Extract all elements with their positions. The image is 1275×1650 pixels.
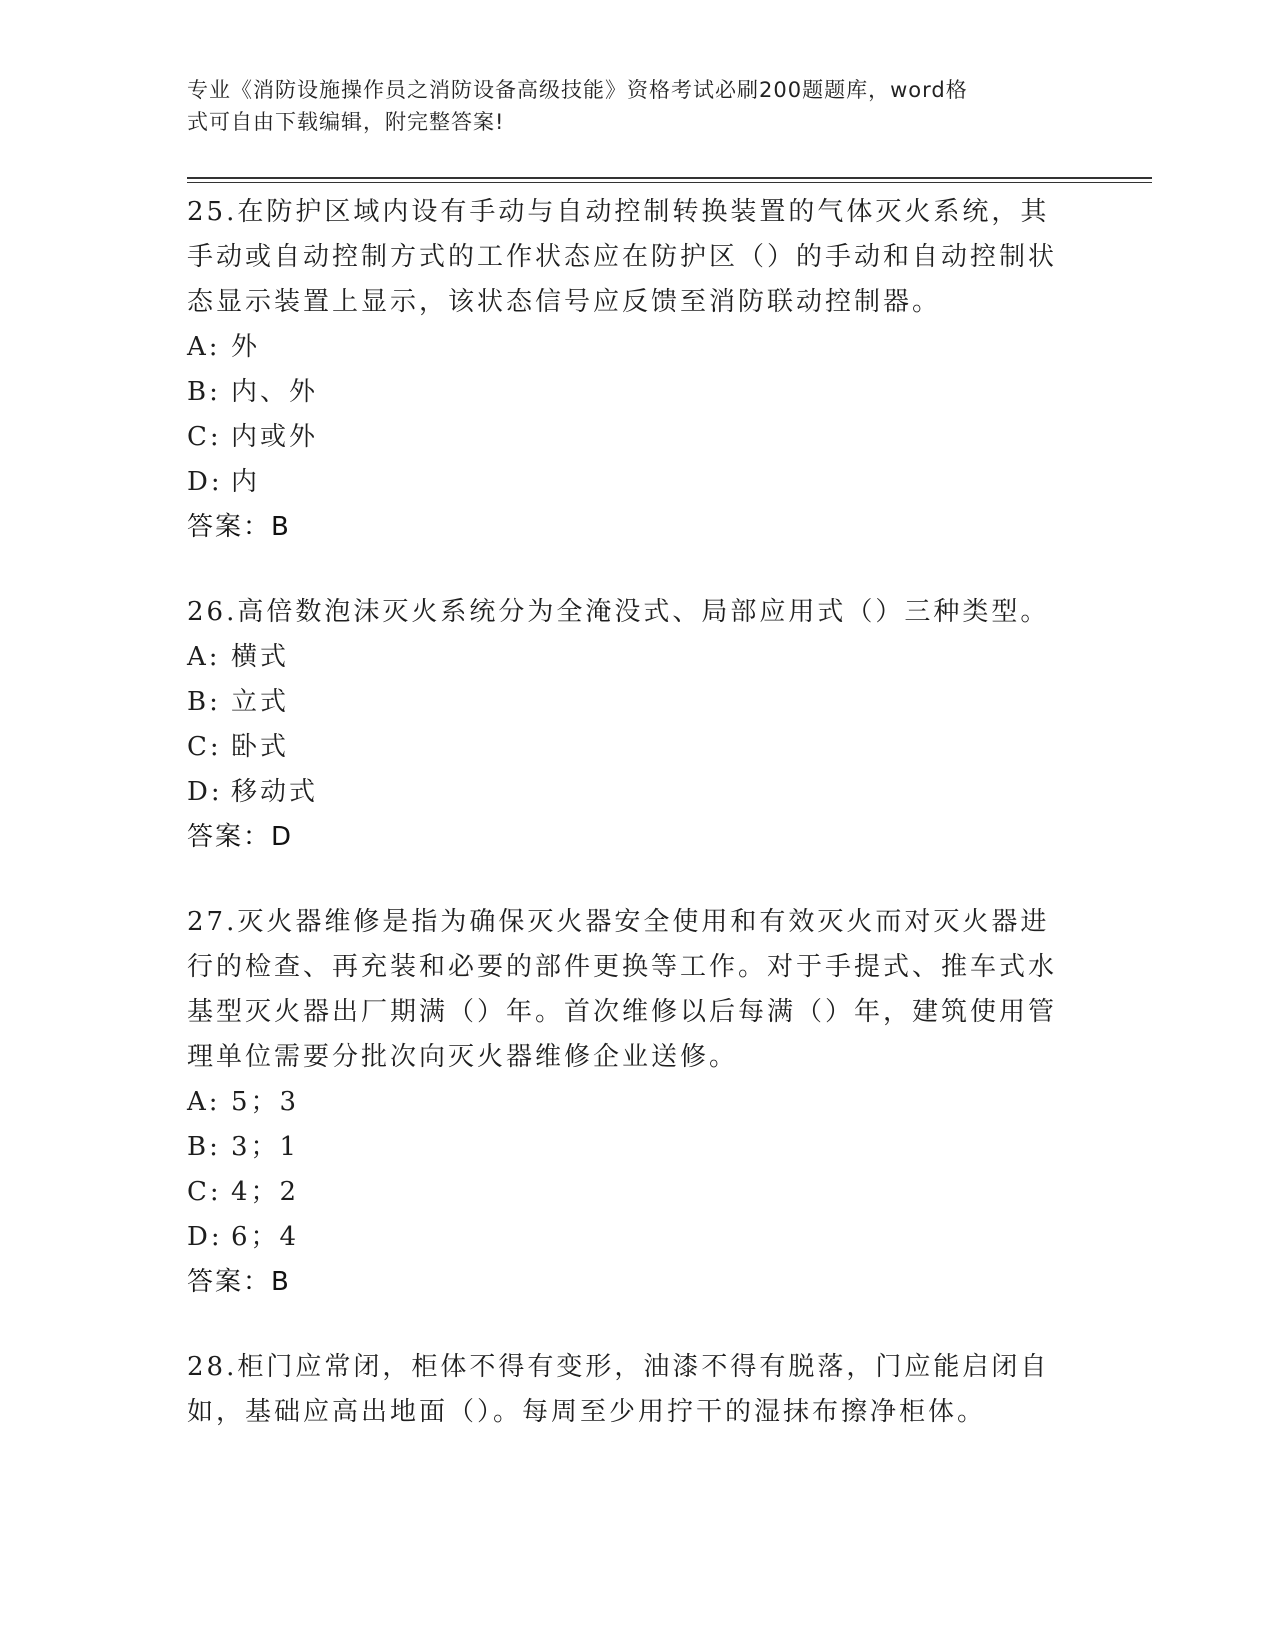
question-stem: 26.高倍数泡沫灭火系统分为全淹没式、局部应用式（）三种类型。	[187, 597, 1050, 627]
option-c	[187, 1170, 1087, 1215]
option-text: 4；2	[231, 1177, 300, 1207]
option-text: 5；3	[231, 1087, 300, 1117]
header-line-2: 式可自由下载编辑，附完整答案!	[187, 110, 505, 134]
option-text: 内	[231, 467, 261, 497]
option-text: 卧式	[231, 732, 290, 762]
question-26	[187, 590, 1087, 860]
option-letter: C:	[187, 732, 222, 762]
answer-line: 答案：B	[187, 512, 291, 542]
option-a	[187, 325, 1087, 370]
question-stem: 28.柜门应常闭，柜体不得有变形，油漆不得有脱落，门应能启闭自如，基础应高出地面（）。每周至少用拧干的湿抹布擦净柜体。	[187, 1352, 1050, 1427]
option-b	[187, 680, 1087, 725]
question-stem: 25.在防护区域内设有手动与自动控制转换装置的气体灭火系统，其手动或自动控制方式的工作状态应在防护区（）的手动和自动控制状态显示装置上显示，该状态信号应反馈至消防联动控制器。	[187, 197, 1058, 317]
option-text: 内、外	[231, 377, 319, 407]
option-letter: B:	[187, 377, 221, 407]
question-list	[187, 190, 1087, 1475]
option-text: 立式	[231, 687, 290, 717]
option-c	[187, 415, 1087, 460]
option-b	[187, 1125, 1087, 1170]
option-letter: D:	[187, 777, 223, 807]
option-text: 外	[231, 332, 261, 362]
option-text: 内或外	[231, 422, 319, 452]
option-text: 3；1	[231, 1132, 300, 1162]
option-text: 6；4	[231, 1222, 300, 1252]
header-divider-thin	[187, 182, 1152, 183]
option-d	[187, 1215, 1087, 1260]
option-letter: B:	[187, 687, 221, 717]
option-d	[187, 770, 1087, 815]
option-text: 移动式	[231, 777, 319, 807]
option-a	[187, 635, 1087, 680]
option-letter: A:	[187, 1087, 221, 1117]
option-d	[187, 460, 1087, 505]
option-b	[187, 370, 1087, 415]
header-line-1: 专业《消防设施操作员之消防设备高级技能》资格考试必刷200题题库，word格	[187, 78, 968, 102]
question-25	[187, 190, 1087, 550]
question-stem: 27.灭火器维修是指为确保灭火器安全使用和有效灭火而对灭火器进行的检查、再充装和必要的部件更换等工作。对于手提式、推车式水基型灭火器出厂期满（）年。首次维修以后每满（）年，建筑使用管理单位需要分批次向灭火器维修企业送修。	[187, 907, 1058, 1072]
question-28	[187, 1345, 1087, 1435]
option-letter: A:	[187, 332, 221, 362]
option-a	[187, 1080, 1087, 1125]
header-divider-thick	[187, 177, 1152, 179]
option-letter: A:	[187, 642, 221, 672]
option-letter: C:	[187, 1177, 222, 1207]
option-letter: D:	[187, 467, 223, 497]
document-header	[187, 74, 1087, 138]
option-letter: B:	[187, 1132, 221, 1162]
question-27	[187, 900, 1087, 1305]
option-letter: C:	[187, 422, 222, 452]
option-letter: D:	[187, 1222, 223, 1252]
answer-line: 答案：D	[187, 822, 294, 852]
option-c	[187, 725, 1087, 770]
answer-line: 答案：B	[187, 1267, 291, 1297]
option-text: 横式	[231, 642, 290, 672]
